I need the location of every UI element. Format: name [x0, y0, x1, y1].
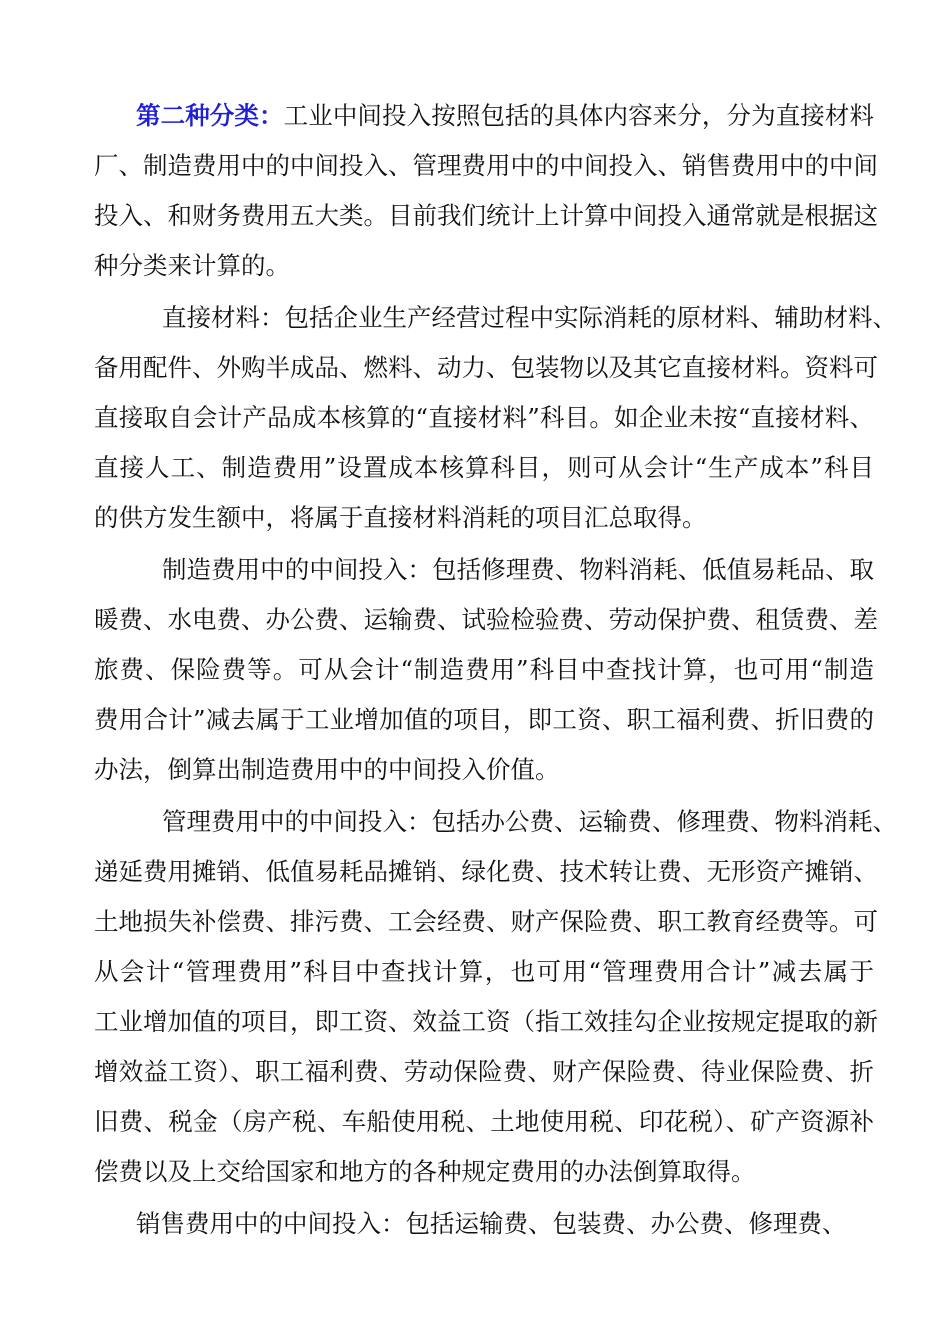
paragraph-1-line-4: 种分类来计算的。: [94, 251, 290, 280]
paragraph-4-line-5: 工业增加值的项目，即工资、效益工资（指工效挂勾企业按规定提取的新: [94, 1007, 878, 1036]
paragraph-1-text: 工业中间投入按照包括的具体内容来分，分为直接材料: [283, 101, 875, 130]
paragraph-4-line-7: 旧费、税金（房产税、车船使用税、土地使用税、印花税）、矿产资源补: [94, 1107, 874, 1136]
paragraph-2-line-5: 的供方发生额中，将属于直接材料消耗的项目汇总取得。: [94, 503, 707, 532]
paragraph-1-line-3: 投入、和财务费用五大类。目前我们统计上计算中间投入通常就是根据这: [94, 201, 878, 230]
paragraph-2-line-2: 备用配件、外购半成品、燃料、动力、包装物以及其它直接材料。资料可: [94, 353, 878, 382]
paragraph-4-line-8: 偿费以及上交给国家和地方的各种规定费用的办法倒算取得。: [94, 1157, 756, 1186]
paragraph-3-line-4: 费用合计”减去属于工业增加值的项目，即工资、职工福利费、折旧费的: [94, 705, 874, 734]
paragraph-2-line-3: 直接取自会计产品成本核算的“直接材料”科目。如企业未按“直接材料、: [94, 403, 874, 432]
paragraph-4-line-3: 土地损失补偿费、排污费、工会经费、财产保险费、职工教育经费等。可: [94, 907, 878, 936]
paragraph-1-line-1: [136, 96, 874, 136]
section-heading: 第二种分类：: [136, 101, 284, 130]
paragraph-3-line-3: 旅费、保险费等。可从会计“制造费用”科目中查找计算，也可用“制造: [94, 655, 874, 684]
paragraph-2-line-4: 直接人工、制造费用”设置成本核算科目，则可从会计“生产成本”科目: [94, 453, 874, 482]
paragraph-3-line-1: 制造费用中的中间投入：包括修理费、物料消耗、低值易耗品、取: [162, 555, 874, 584]
paragraph-3-line-2: 暖费、水电费、办公费、运输费、试验检验费、劳动保护费、租赁费、差: [94, 605, 878, 634]
paragraph-2-line-1: 直接材料：包括企业生产经营过程中实际消耗的原材料、辅助材料、: [162, 303, 897, 332]
paragraph-3-line-5: 办法，倒算出制造费用中的中间投入价值。: [94, 755, 560, 784]
paragraph-4-line-4: 从会计“管理费用”科目中查找计算，也可用“管理费用合计”减去属于: [94, 957, 874, 986]
paragraph-1-line-2: 厂、制造费用中的中间投入、管理费用中的中间投入、销售费用中的中间: [94, 151, 878, 180]
paragraph-4-line-6: 增效益工资）、职工福利费、劳动保险费、财产保险费、待业保险费、折: [94, 1057, 874, 1086]
paragraph-4-line-2: 递延费用摊销、低值易耗品摊销、绿化费、技术转让费、无形资产摊销、: [94, 857, 878, 886]
paragraph-4-line-1: 管理费用中的中间投入：包括办公费、运输费、修理费、物料消耗、: [162, 807, 897, 836]
paragraph-5-line-1: 销售费用中的中间投入：包括运输费、包装费、办公费、修理费、: [136, 1209, 847, 1238]
